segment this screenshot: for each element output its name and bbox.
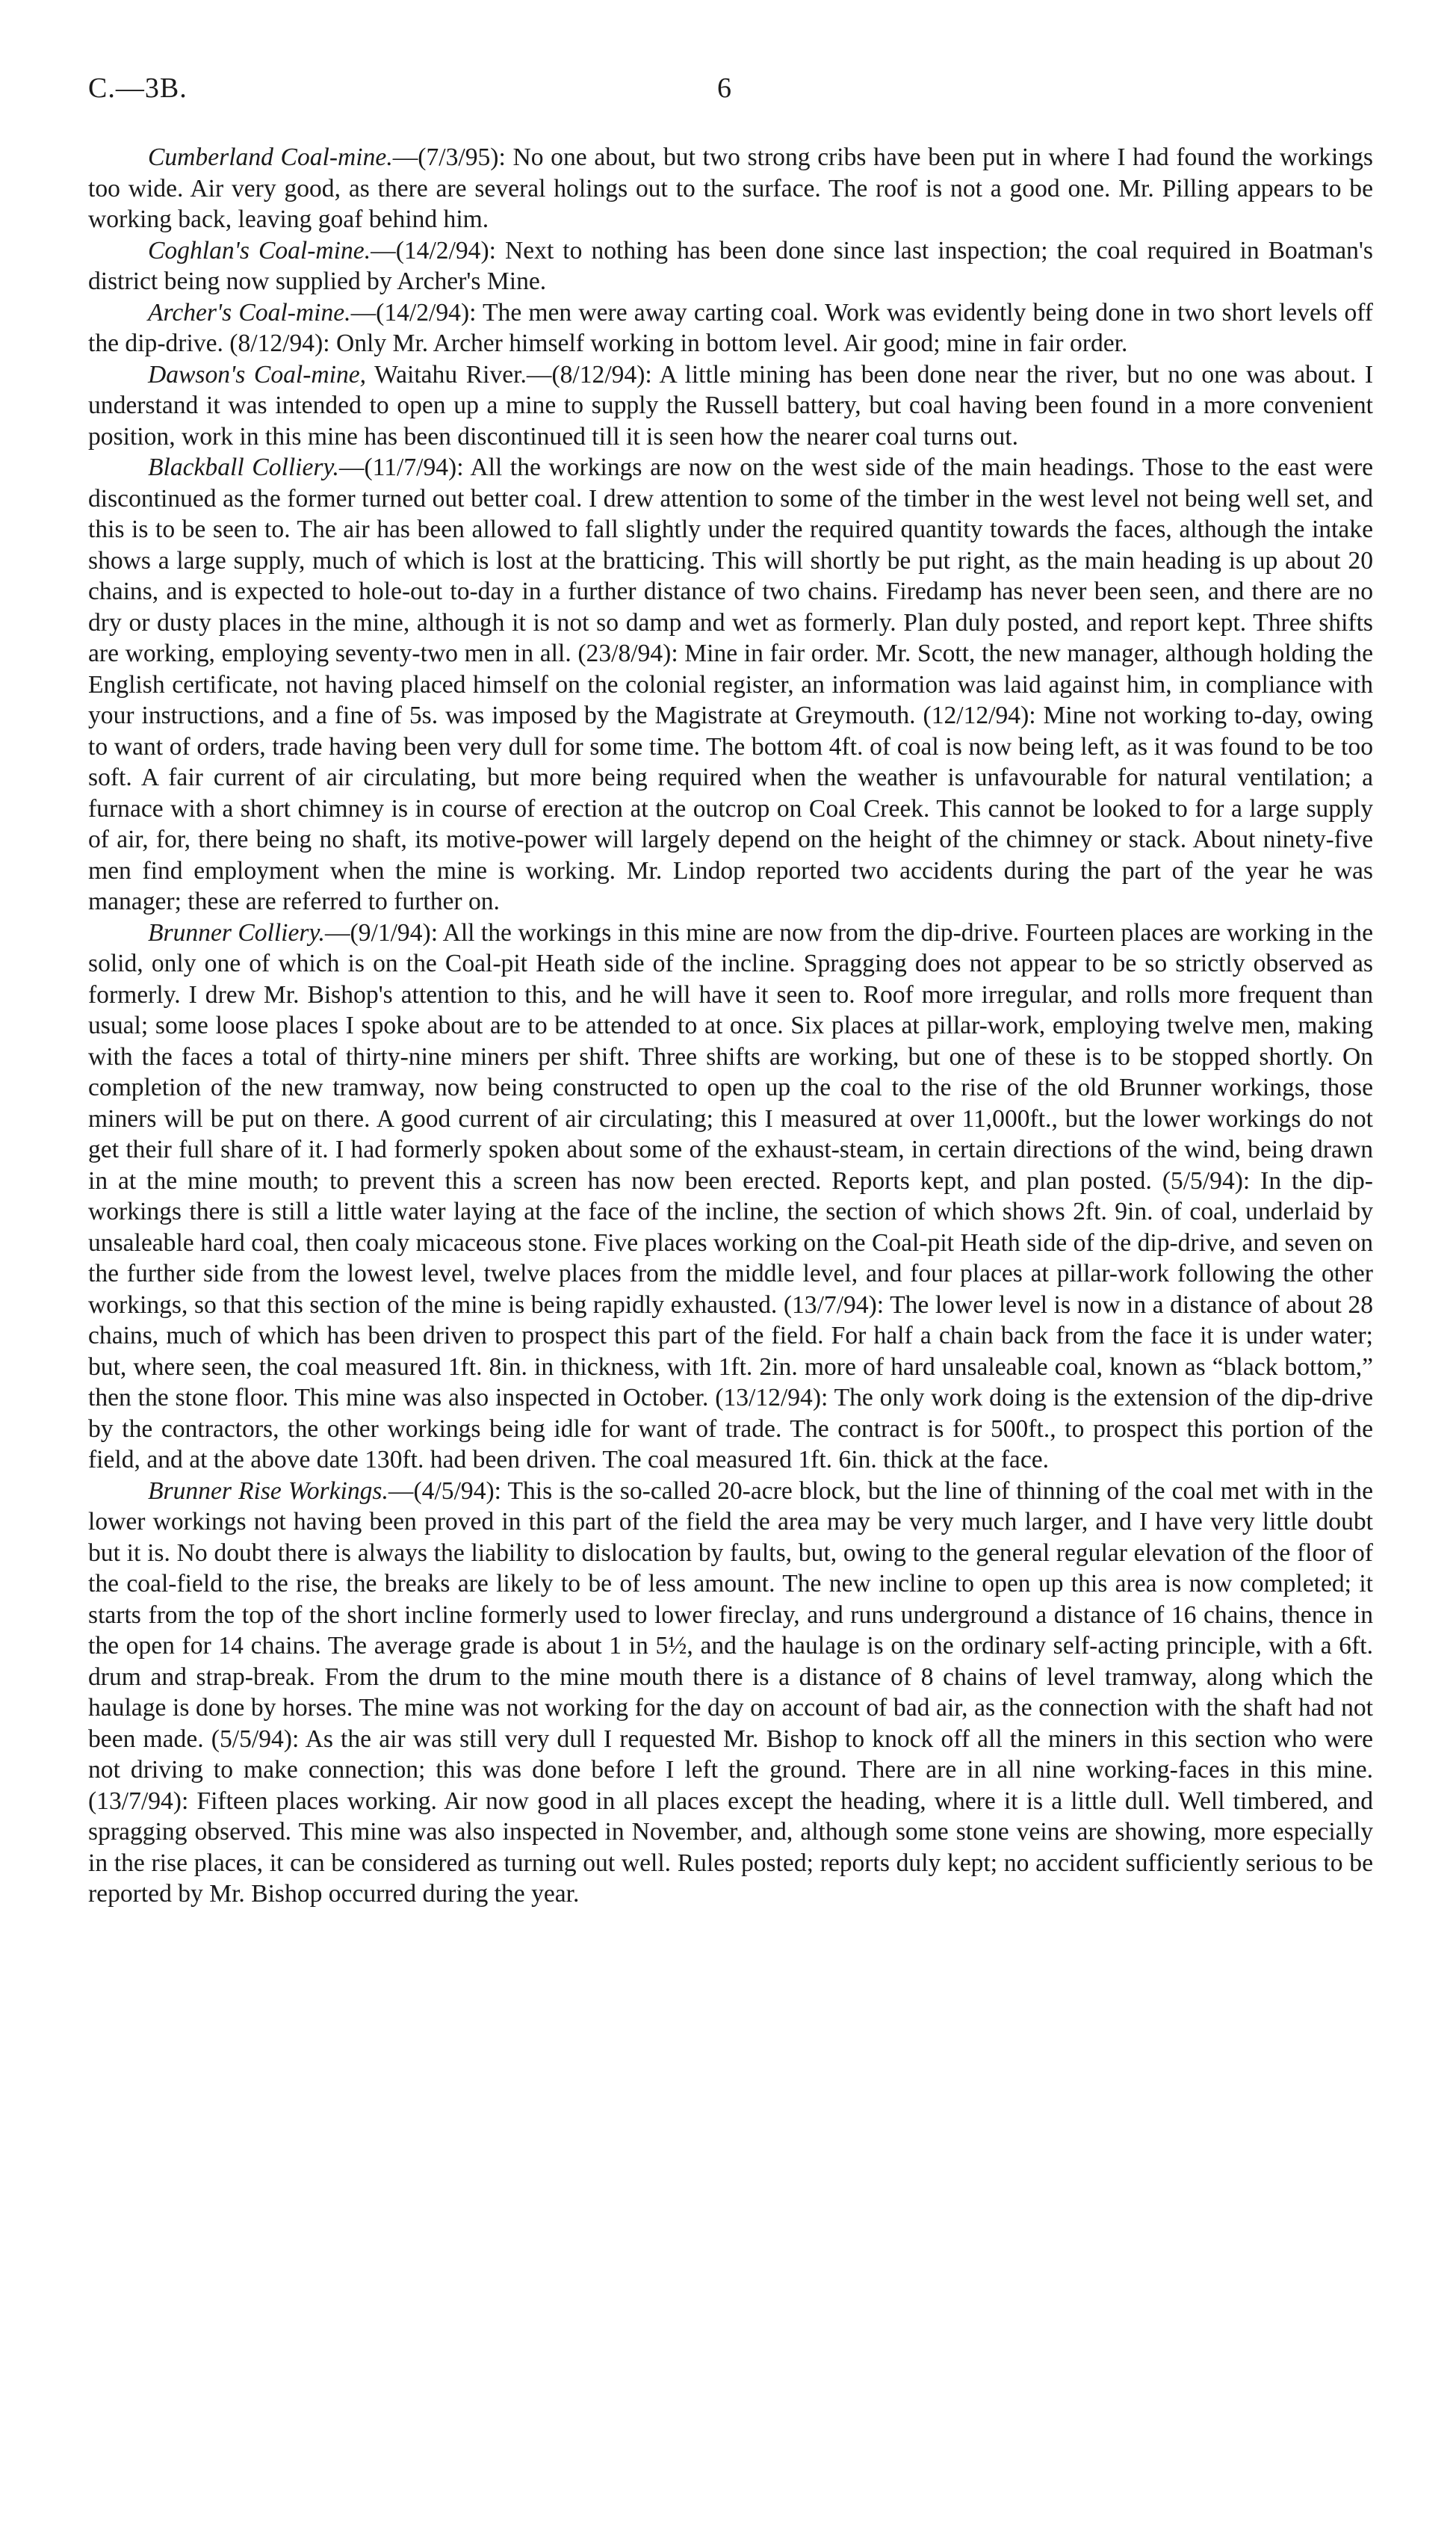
entry-archers-coal-mine xyxy=(88,297,1373,359)
page-header xyxy=(88,72,1373,117)
entry-dawsons-coal-mine xyxy=(88,359,1373,453)
entry-brunner-colliery xyxy=(88,918,1373,1476)
entry-blackball-colliery xyxy=(88,452,1373,918)
report-body xyxy=(88,142,1373,1910)
entry-text: —(14/2/94): The men were away carting coal. Work was evidently being done in two short levels off the dip-drive. (8/12/94): Only Mr. Archer himself working in bottom level. Air good; mine in fair order. xyxy=(88,298,1373,357)
entry-title: Archer's Coal-mine. xyxy=(148,298,351,327)
entry-coghlans-coal-mine xyxy=(88,235,1373,297)
entry-text: —(14/2/94): Next to nothing has been done since last inspection; the coal required in Boatman's district being now supplied by Archer's Mine. xyxy=(88,236,1373,295)
entry-title: Cumberland Coal-mine. xyxy=(148,143,393,171)
entry-text: —(4/5/94): This is the so-called 20-acre block, but the line of thinning of the coal met with in the lower workings not having been proved in this part of the field the area may be very much larger, and I have very little doubt but it is. No doubt there is always the liability to dislocation by faults, but, owing to the general regular elevation of the floor of the coal-field to the rise, the breaks are likely to be of less amount. The new incline to open up this area is now completed; it starts from the top of the short incline formerly used to lower fireclay, and runs underground a distance of 16 chains, thence in the open for 14 chains. The average grade is about 1 in 5½, and the haulage is on the ordinary self-acting principle, with a 6ft. drum and strap-break. From the drum to the mine mouth there is a distance of 8 chains of level tramway, along which the haulage is done by horses. The mine was not working for the day on account of bad air, as the connection with the shaft had not been made. (5/5/94): As the air was still very dull I requested Mr. Bishop to knock off all the miners in this section who were not driving to make connection; this was done before I left the ground. There are in all nine working-faces in this mine. (13/7/94): Fifteen places working. Air now good in all places except the heading, where it is a little dull. Well timbered, and spragging observed. This mine was also inspected in November, and, although some stone veins are showing, more especially in the rise places, it can be considered as turning out well. Rules posted; reports duly kept; no accident sufficiently serious to be reported by Mr. Bishop occurred during the year. xyxy=(88,1476,1373,1908)
entry-title: Blackball Colliery. xyxy=(148,454,339,481)
entry-text: —(7/3/95): No one about, but two strong cribs have been put in where I had found the workings too wide. Air very good, as there are several holings out to the surface. The roof is not a good one. Mr. Pilling appears to be working back, leaving goaf behind him. xyxy=(88,143,1373,233)
entry-brunner-rise-workings xyxy=(88,1476,1373,1910)
entry-cumberland-coal-mine xyxy=(88,142,1373,235)
entry-title: Brunner Rise Workings. xyxy=(148,1476,388,1505)
entry-title: Dawson's Coal-mine, xyxy=(148,360,367,389)
entry-title: Coghlan's Coal-mine. xyxy=(148,236,371,265)
entry-text: —(9/1/94): All the workings in this mine are now from the dip-drive. Fourteen places are working in the solid, only one of which is on the Coal-pit Heath side of the incline. Spragging does not appear to be so strictly observed as formerly. I drew Mr. Bishop's attention to this, and he will have it seen to. Roof more irregular, and rolls more frequent than usual; some loose places I spoke about are to be attended to at once. Six places at pillar-work, employing twelve men, making with the faces a total of thirty-nine miners per shift. Three shifts are working, but one of these is to be stopped shortly. On completion of the new tramway, now being constructed to open up the coal to the rise of the old Brunner workings, those miners will be put on there. A good current of air circulating; this I measured at over 11,000ft., but the lower workings do not get their full share of it. I had formerly spoken about some of the exhaust-steam, in certain directions of the wind, being drawn in at the mine mouth; to prevent this a screen has now been erected. Reports kept, and plan posted. (5/5/94): In the dip-workings there is still a little water laying at the face of the incline, the section of which shows 2ft. 9in. of coal, underlaid by unsaleable hard coal, then coaly micaceous stone. Five places working on the Coal-pit Heath side of the dip-drive, and seven on the further side from the lowest level, twelve places from the middle level, and four places at pillar-work following the other workings, so that this section of the mine is being rapidly exhausted. (13/7/94): The lower level is now in a distance of about 28 chains, much of which has been driven to prospect this part of the field. For half a chain back from the face it is under water; but, where seen, the coal measured 1ft. 8in. in thickness, with 1ft. 2in. more of hard unsaleable coal, known as “black bottom,” then the stone floor. This mine was also inspected in October. (13/12/94): The only work doing is the extension of the dip-drive by the contractors, the other workings being idle for want of trade. The contract is for 500ft., to prospect this portion of the field, and at the above date 130ft. had been driven. The coal measured 1ft. 6in. thick at the face. xyxy=(88,918,1373,1473)
entry-text: Waitahu River.—(8/12/94): A little mining has been done near the river, but no one was about. I understand it was intended to open up a mine to supply the Russell battery, but coal having been found in a more convenient position, work in this mine has been discontinued till it is seen how the nearer coal turns out. xyxy=(88,360,1374,451)
document-reference: C.—3B. xyxy=(88,72,188,104)
entry-title: Brunner Colliery. xyxy=(148,918,325,947)
entry-text: —(11/7/94): All the workings are now on the west side of the main headings. Those to the east were discontinued as the former turned out better coal. I drew attention to some of the timber in the west level not being well set, and this is to be seen to. The air has been allowed to fall slightly under the required quantity towards the faces, although the intake shows a large supply, much of which is lost at the bratticing. This will shortly be put right, as the main heading is up about 20 chains, and is expected to hole-out to-day in a further distance of two chains. Firedamp has never been seen, and there are no dry or dusty places in the mine, although it is not so damp and wet as formerly. Plan duly posted, and report kept. Three shifts are working, employing seventy-two men in all. (23/8/94): Mine in fair order. Mr. Scott, the new manager, although holding the English certificate, not having placed himself on the colonial register, an information was laid against him, in compliance with your instructions, and a fine of 5s. was imposed by the Magistrate at Greymouth. (12/12/94): Mine not working to-day, owing to want of orders, trade having been very dull for some time. The bottom 4ft. of coal is now being left, as it was found to be too soft. A fair current of air circulating, but more being required when the weather is unfavourable for natural ventilation; a furnace with a short chimney is in course of erection at the outcrop on Coal Creek. This cannot be looked to for a large supply of air, for, there being no shaft, its motive-power will largely depend on the height of the chimney or stack. About ninety-five men find employment when the mine is working. Mr. Lindop reported two accidents during the part of the year he was manager; these are referred to further on. xyxy=(88,454,1374,915)
page-number: 6 xyxy=(717,72,731,104)
